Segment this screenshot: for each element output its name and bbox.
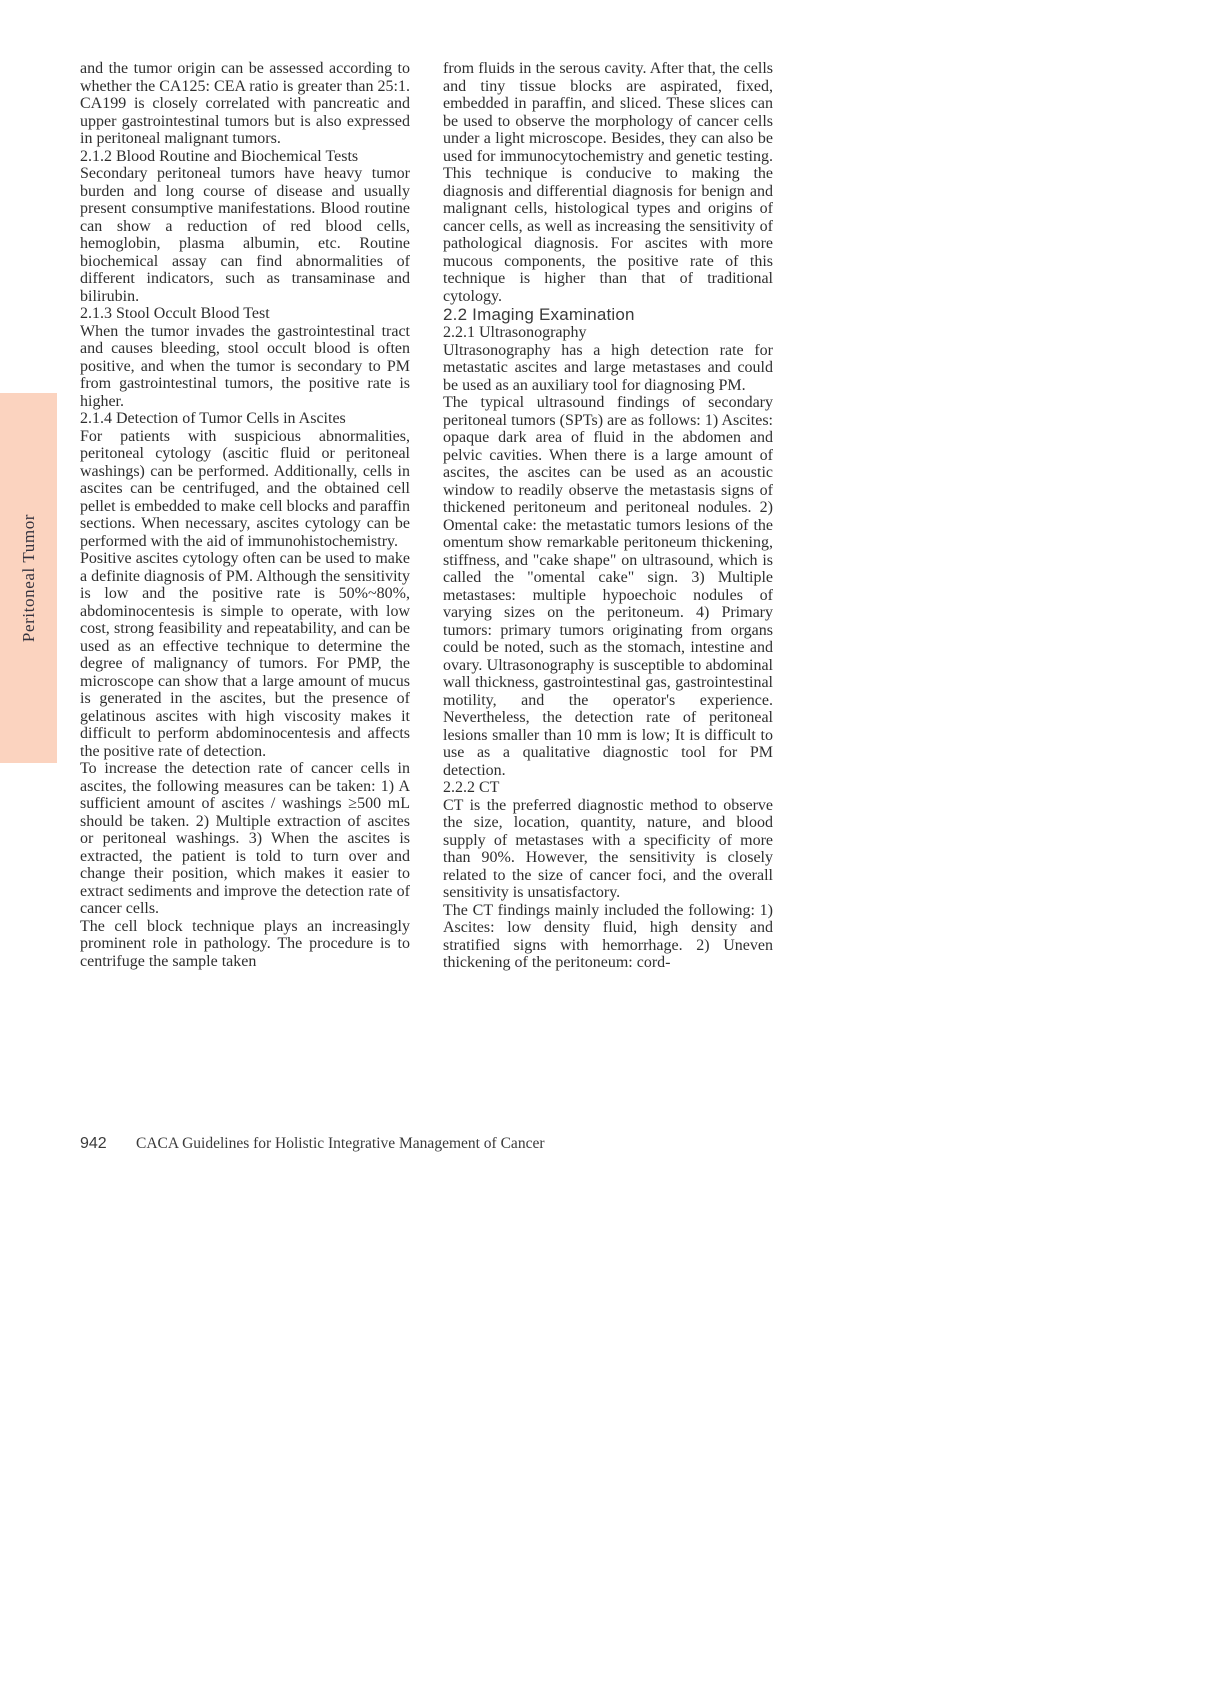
paragraph: from fluids in the serous cavity. After that, the cells and tiny tissue blocks are aspirated, fixed, embedded in paraffin, and sliced. These slices can be used to observe the morphology of cancer cells under a light microscope. Besides, they can also be used for immunocytochemistry and genetic testing. This technique is conducive to making the diagnosis and differential diagnosis for benign and malignant cells, histological types and origins of cancer cells, as well as increasing the sensitivity of pathological diagnosis. For ascites with more mucous components, the positive rate of this technique is higher than that of traditional cytology. [443,60,773,305]
running-title: CACA Guidelines for Holistic Integrative Management of Cancer [136,1135,545,1152]
text-column-right [443,60,773,972]
page-footer [80,1135,545,1153]
paragraph: Ultrasonography has a high detection rate for metastatic ascites and large metastases and could be used as an auxiliary tool for diagnosing PM. [443,341,773,394]
paragraph: Positive ascites cytology often can be used to make a definite diagnosis of PM. Although the sensitivity is low and the positive rate is 50%~80%, abdominocentesis is simple to operate, with low cost, strong feasibility and repeatability, and can be used as an effective technique to determine the degree of malignancy of tumors. For PMP, the microscope can show that a large amount of mucus is generated in the ascites, but the presence of gelatinous ascites with high viscosity makes it difficult to perform abdominocentesis and affects the positive rate of detection. [80,550,410,760]
paragraph: and the tumor origin can be assessed according to whether the CA125: CEA ratio is greater than 25:1. CA199 is closely correlated with pancreatic and upper gastrointestinal tumors but is also expressed in peritoneal malignant tumors. [80,60,410,147]
paragraph: When the tumor invades the gastrointestinal tract and causes bleeding, stool occult blood is often positive, and when the tumor is secondary to PM from gastrointestinal tumors, the positive rate is higher. [80,322,410,410]
section-heading: 2.2.2 CT [443,779,500,796]
paragraph: To increase the detection rate of cancer cells in ascites, the following measures can be taken: 1) A sufficient amount of ascites / washings ≥500 mL should be taken. 2) Multiple extraction of ascites or peritoneal washings. 3) When the ascites is extracted, the patient is told to turn over and change their position, which makes it easier to extract sediments and improve the detection rate of cancer cells. [80,760,410,917]
paragraph: For patients with suspicious abnormalities, peritoneal cytology (ascitic fluid or peritoneal washings) can be performed. Additionally, cells in ascites can be centrifuged, and the obtained cell pellet is embedded to make cell blocks and paraffin sections. When necessary, ascites cytology can be performed with the aid of immunohistochemistry. [80,427,410,550]
section-heading: 2.2.1 Ultrasonography [443,324,587,341]
paragraph: Secondary peritoneal tumors have heavy tumor burden and long course of disease and usually present consumptive manifestations. Blood routine can show a reduction of red blood cells, hemoglobin, plasma albumin, etc. Routine biochemical assay can find abnormalities of different indicators, such as transaminase and bilirubin. [80,165,410,305]
paragraph: The CT findings mainly included the following: 1) Ascites: low density fluid, high density and stratified signs with hemorrhage. 2) Uneven thickening of the peritoneum: cord- [443,901,773,971]
chapter-tab-label: Peritoneal Tumor [18,513,38,643]
paragraph: The cell block technique plays an increasingly prominent role in pathology. The procedure is to centrifuge the sample taken [80,917,410,970]
text-column-left [80,60,410,970]
paragraph: CT is the preferred diagnostic method to observe the size, location, quantity, nature, and blood supply of metastases with a specificity of more than 90%. However, the sensitivity is closely related to the size of cancer foci, and the overall sensitivity is unsatisfactory. [443,796,773,901]
paragraph: The typical ultrasound findings of secondary peritoneal tumors (SPTs) are as follows: 1) Ascites: opaque dark area of fluid in the abdomen and pelvic cavities. When there is a large amount of ascites, the ascites can be used as an acoustic window to readily observe the metastasis signs of thickened peritoneum and peritoneal nodules. 2) Omental cake: the metastatic tumors lesions of the omentum show remarkable peritoneum thickening, stiffness, and "cake shape" on ultrasound, which is called the "omental cake" sign. 3) Multiple metastases: multiple hypoechoic nodules of varying sizes on the peritoneum. 4) Primary tumors: primary tumors originating from organs could be noted, such as the stomach, intestine and ovary. Ultrasonography is susceptible to abdominal wall thickness, gastrointestinal gas, gastrointestinal motility, and the operator's experience. Nevertheless, the detection rate of peritoneal lesions smaller than 10 mm is low; It is difficult to use as a qualitative diagnostic tool for PM detection. [443,394,773,779]
section-heading: 2.1.2 Blood Routine and Biochemical Tests [80,147,359,165]
page-number: 942 [80,1135,107,1152]
section-heading: 2.1.4 Detection of Tumor Cells in Ascites [80,410,346,427]
section-heading: 2.1.3 Stool Occult Blood Test [80,305,270,322]
chapter-tab [0,393,57,763]
section-heading-major: 2.2 Imaging Examination [443,305,635,324]
